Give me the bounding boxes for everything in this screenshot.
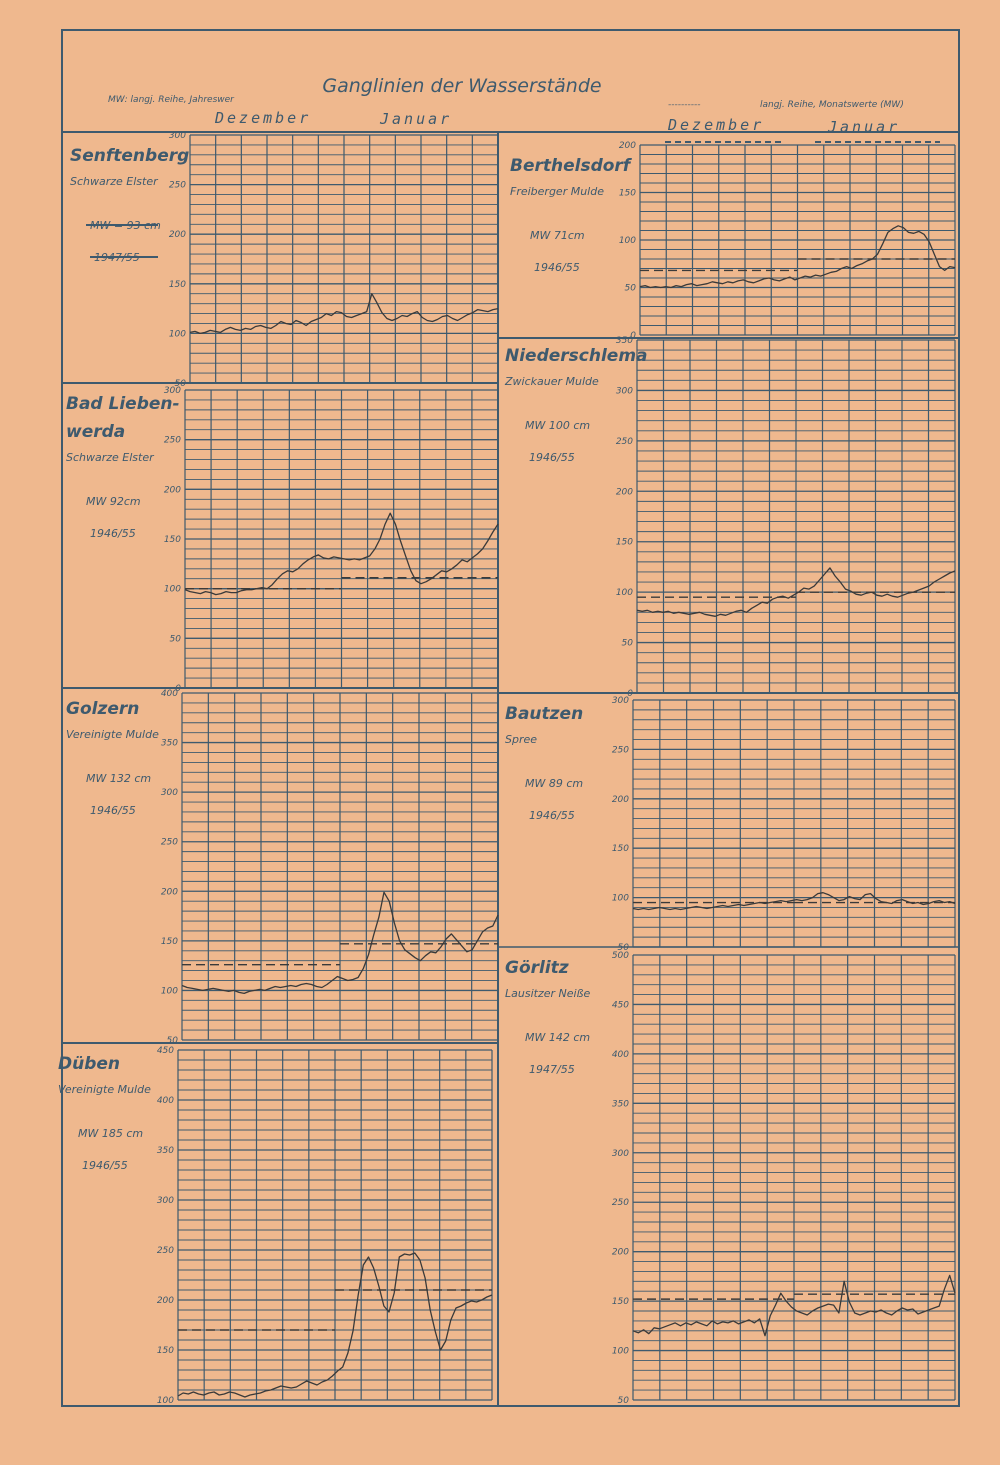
station-name: Niederschlema (505, 346, 648, 366)
y-tick-label: 50 (169, 634, 181, 645)
y-tick-label: 100 (156, 1396, 174, 1406)
mean-water-label: MW = 93 cm (90, 219, 161, 232)
y-tick-label: 100 (163, 584, 181, 595)
period-label: 1946/55 (90, 527, 136, 540)
y-tick-label: 250 (611, 745, 629, 756)
station-name-cont: werda (66, 422, 126, 442)
y-tick-label: 50 (174, 379, 186, 389)
y-tick-label: 300 (168, 131, 186, 141)
y-tick-label: 350 (156, 1146, 174, 1156)
station-name: Düben (58, 1054, 121, 1074)
river-name: Spree (505, 733, 538, 746)
y-tick-label: 150 (163, 535, 181, 545)
period-label: 1947/55 (529, 1063, 575, 1076)
y-tick-label: 400 (156, 1096, 174, 1106)
y-tick-label: 400 (160, 689, 178, 699)
period-label: 1947/55 (94, 251, 140, 264)
mean-water-label: MW 185 cm (78, 1127, 144, 1140)
mean-water-label: MW 132 cm (86, 772, 152, 785)
y-tick-label: 300 (156, 1196, 174, 1206)
station-name: Senftenberg (70, 146, 190, 166)
y-tick-label: 350 (615, 336, 633, 346)
station-name: Bautzen (505, 704, 584, 724)
y-tick-label: 100 (160, 986, 178, 997)
y-tick-label: 250 (615, 436, 633, 447)
river-name: Freiberger Mulde (510, 185, 604, 198)
y-tick-label: 150 (618, 188, 636, 199)
y-tick-label: 200 (611, 1247, 629, 1258)
y-tick-label: 250 (611, 1198, 629, 1209)
river-name: Schwarze Elster (66, 451, 154, 464)
y-tick-label: 50 (624, 283, 636, 294)
y-tick-label: 150 (611, 844, 629, 855)
legend-right-dash: ---------- (668, 100, 701, 110)
y-tick-label: 200 (611, 794, 629, 805)
mean-water-label: MW 142 cm (525, 1031, 591, 1044)
y-tick-label: 50 (617, 943, 629, 953)
y-tick-label: 200 (615, 487, 633, 498)
month-label-jan-left: Januar (380, 110, 453, 128)
y-tick-label: 300 (615, 386, 633, 397)
y-tick-label: 250 (160, 837, 178, 848)
y-tick-label: 250 (163, 435, 181, 446)
river-name: Lausitzer Neiße (505, 987, 591, 1000)
river-name: Vereinigte Mulde (58, 1083, 151, 1096)
station-name: Berthelsdorf (510, 156, 631, 176)
y-tick-label: 150 (168, 279, 186, 290)
y-tick-label: 150 (611, 1297, 629, 1308)
y-tick-label: 50 (617, 1396, 629, 1406)
y-tick-label: 0 (627, 689, 633, 699)
month-label-dec-left: Dezember (215, 109, 312, 127)
y-tick-label: 200 (163, 485, 181, 496)
y-tick-label: 200 (618, 141, 636, 151)
river-name: Vereinigte Mulde (66, 728, 159, 741)
y-tick-label: 250 (168, 180, 186, 191)
y-tick-label: 150 (156, 1346, 174, 1356)
y-tick-label: 0 (630, 331, 636, 341)
y-tick-label: 300 (611, 1148, 629, 1159)
y-tick-label: 350 (611, 1099, 629, 1110)
legend-left: MW: langj. Reihe, Jahreswer (108, 95, 234, 105)
y-tick-label: 100 (618, 236, 636, 246)
month-label-dec-right: Dezember (668, 116, 765, 134)
river-name: Zwickauer Mulde (505, 375, 599, 388)
chart-title: Ganglinien der Wasserstände (322, 75, 602, 97)
station-name: Bad Lieben- (66, 394, 180, 414)
y-tick-label: 100 (615, 588, 633, 599)
river-name: Schwarze Elster (70, 175, 158, 188)
y-tick-label: 200 (168, 230, 186, 241)
period-label: 1946/55 (534, 261, 580, 274)
y-tick-label: 300 (160, 788, 178, 799)
y-tick-label: 100 (611, 1346, 629, 1357)
y-tick-label: 100 (168, 329, 186, 340)
y-tick-label: 150 (160, 936, 178, 947)
y-tick-label: 0 (175, 684, 181, 694)
y-tick-label: 500 (611, 951, 629, 961)
mean-water-label: MW 100 cm (525, 419, 591, 432)
y-tick-label: 200 (156, 1296, 174, 1306)
y-tick-label: 300 (611, 696, 629, 706)
month-label-jan-right: Januar (828, 118, 901, 136)
y-tick-label: 250 (156, 1246, 174, 1256)
period-label: 1946/55 (529, 451, 575, 464)
period-label: 1946/55 (529, 809, 575, 822)
station-name: Golzern (66, 699, 140, 719)
legend-right: langj. Reihe, Monatswerte (MW) (760, 100, 904, 110)
y-tick-label: 150 (615, 537, 633, 548)
mean-water-label: MW 71cm (530, 229, 585, 242)
y-tick-label: 200 (160, 887, 178, 898)
y-tick-label: 300 (163, 386, 181, 396)
y-tick-label: 400 (611, 1049, 629, 1060)
period-label: 1946/55 (82, 1159, 128, 1172)
y-tick-label: 50 (621, 638, 633, 649)
period-label: 1946/55 (90, 804, 136, 817)
y-tick-label: 450 (156, 1046, 174, 1056)
mean-water-label: MW 92cm (86, 495, 141, 508)
mean-water-label: MW 89 cm (525, 777, 584, 790)
y-tick-label: 50 (166, 1036, 178, 1046)
station-name: Görlitz (505, 958, 569, 978)
y-tick-label: 450 (611, 1000, 629, 1011)
y-tick-label: 100 (611, 893, 629, 904)
y-tick-label: 350 (160, 738, 178, 749)
